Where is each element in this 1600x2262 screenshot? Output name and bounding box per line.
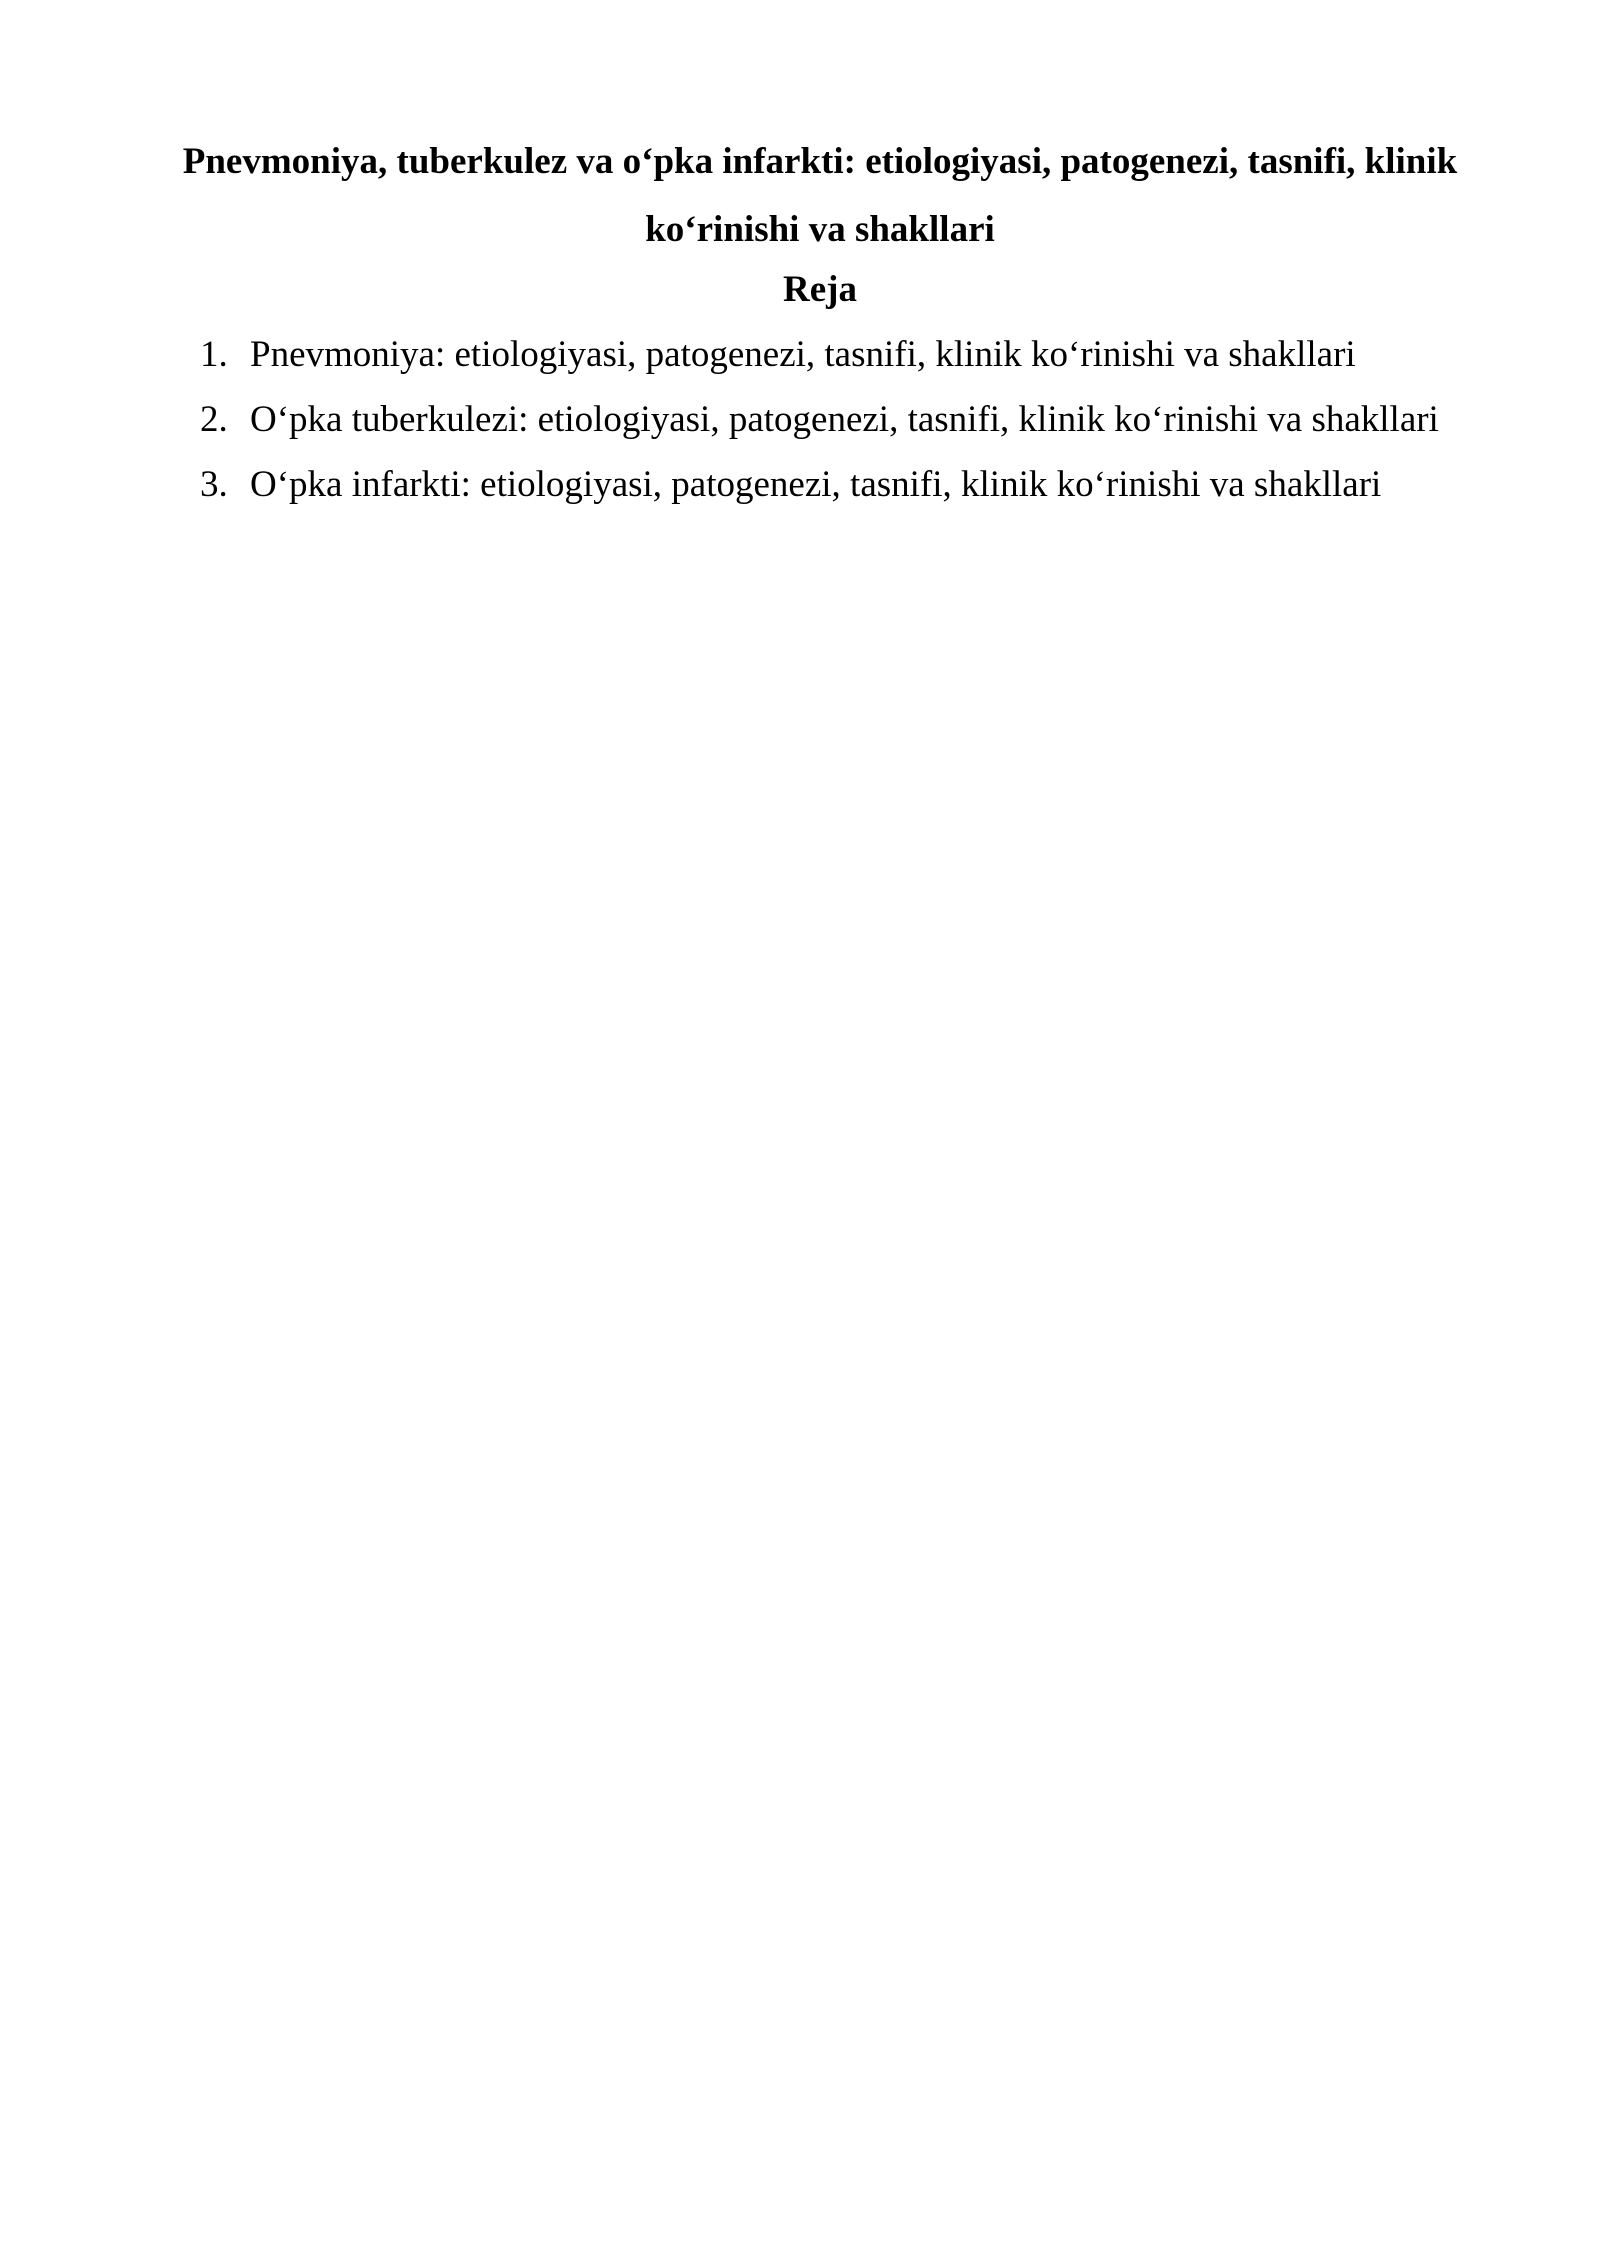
plan-item [200, 387, 1530, 452]
plan-item [200, 322, 1530, 387]
plan-item-text: Pnevmoniya: etiologiyasi, patogenezi, tasnifi, klinik ko‘rinishi va shakllari [250, 334, 1356, 375]
plan-list [200, 322, 1530, 517]
document-title: Pnevmoniya, tuberkulez va o‘pka infarkti: etiologiyasi, patogenezi, tasnifi, klinik ko‘rinishi va shakllari [182, 141, 1458, 250]
plan-heading: Reja [783, 269, 857, 310]
plan-item-number: 3. [200, 464, 228, 505]
plan-item-number: 2. [200, 399, 228, 440]
plan-item [200, 452, 1530, 517]
plan-item-number: 1. [200, 334, 228, 375]
plan-item-text: O‘pka tuberkulezi: etiologiyasi, patogenezi, tasnifi, klinik ko‘rinishi va shakllari [250, 399, 1439, 440]
plan-item-text: O‘pka infarkti: etiologiyasi, patogenezi, tasnifi, klinik ko‘rinishi va shakllari [250, 464, 1382, 505]
